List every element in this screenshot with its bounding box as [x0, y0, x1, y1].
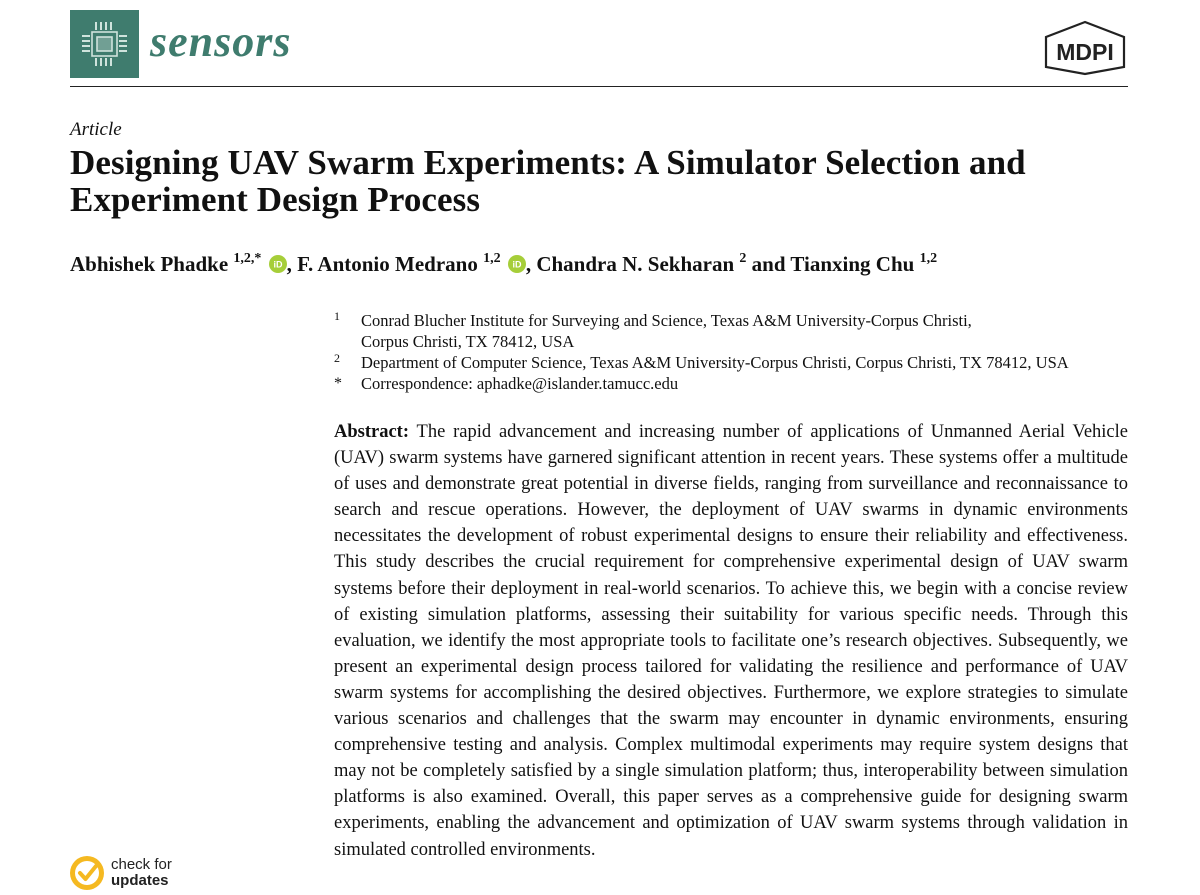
publisher-name: MDPI — [1056, 39, 1114, 65]
affiliation-item — [334, 310, 1069, 352]
journal-name[interactable]: sensors — [150, 17, 292, 66]
correspondence-text[interactable]: Correspondence: aphadke@islander.tamucc.edu — [361, 374, 679, 393]
author-name[interactable]: Tianxing Chu — [790, 252, 915, 276]
author-separator: , — [286, 252, 298, 276]
affiliation-mark: 1 — [334, 309, 340, 323]
author-affiliation-marks: 1,2 — [483, 251, 501, 266]
check-for-updates-button[interactable] — [69, 855, 172, 891]
abstract-label: Abstract: — [334, 422, 410, 442]
article-type: Article — [70, 119, 122, 140]
author-separator: and — [746, 252, 791, 276]
journal-logo-icon[interactable] — [70, 10, 139, 78]
paper-title: Designing UAV Swarm Experiments: A Simulator Selection and Experiment Design Process — [70, 143, 1026, 219]
author-affiliation-marks: 1,2,* — [233, 251, 262, 266]
author-name[interactable]: Abhishek Phadke — [70, 252, 229, 276]
correspondence-mark: * — [334, 375, 342, 392]
author-list — [70, 244, 937, 279]
affiliation-line: Conrad Blucher Institute for Surveying and Science, Texas A&M University-Corpus Christi, — [361, 311, 972, 330]
affiliation-item — [334, 352, 1069, 373]
affiliations-block — [334, 310, 1069, 394]
abstract — [334, 419, 1128, 863]
svg-text:iD: iD — [273, 259, 283, 270]
check-updates-icon — [69, 855, 105, 891]
correspondence-item — [334, 373, 1069, 394]
author-separator: , — [525, 252, 537, 276]
affiliation-line: Department of Computer Science, Texas A&M University-Corpus Christi, Corpus Christi, TX 78412, USA — [361, 353, 1069, 372]
affiliation-mark: 2 — [334, 351, 340, 365]
author-name[interactable]: F. Antonio Medrano — [297, 252, 478, 276]
svg-text:iD: iD — [512, 259, 522, 270]
abstract-text: The rapid advancement and increasing number of applications of Unmanned Aerial Vehicle (UAV) swarm systems have garnered significant attention in recent years. These systems offer a multitude of uses and demonstrate great potential in diverse fields, ranging from surveillance and reconnaissance to search and rescue operations. However, the deployment of UAV swarms in dynamic environments necessitates the development of robust experimental designs to ensure their reliability and effectiveness. This study describes the crucial requirement for comprehensive experimental design of UAV swarm systems before their deployment in real-world scenarios. To achieve this, we begin with a concise review of existing simulation platforms, assessing their suitability for various specific needs. Through this evaluation, we identify the most appropriate tools to facilitate one’s research objectives. Subsequently, we present an experimental design process tailored for validating the resilience and performance of UAV swarm systems for accomplishing the desired objectives. Furthermore, we explore strategies to simulate various scenarios and challenges that the swarm may encounter in dynamic environments, ensuring comprehensive testing and analysis. Complex multimodal experiments may require system designs that may not be completely satisfied by a single simulation platform; thus, interoperability between simulation platforms is also examined. Overall, this paper serves as a comprehensive guide for designing swarm experiments, enabling the advancement and optimization of UAV swarm systems through validation in simulated controlled environments. — [334, 422, 1128, 860]
orcid-icon[interactable] — [269, 255, 287, 273]
author-name[interactable]: Chandra N. Sekharan — [536, 252, 735, 276]
author-affiliation-marks: 1,2 — [919, 251, 938, 266]
publisher-logo[interactable] — [1040, 20, 1130, 76]
author-affiliation-marks: 2 — [739, 251, 747, 266]
orcid-icon[interactable] — [508, 255, 526, 273]
check-updates-line2: updates — [111, 872, 169, 889]
header-divider — [70, 86, 1128, 87]
affiliation-line: Corpus Christi, TX 78412, USA — [361, 332, 575, 351]
check-updates-line1: check for — [111, 856, 172, 873]
